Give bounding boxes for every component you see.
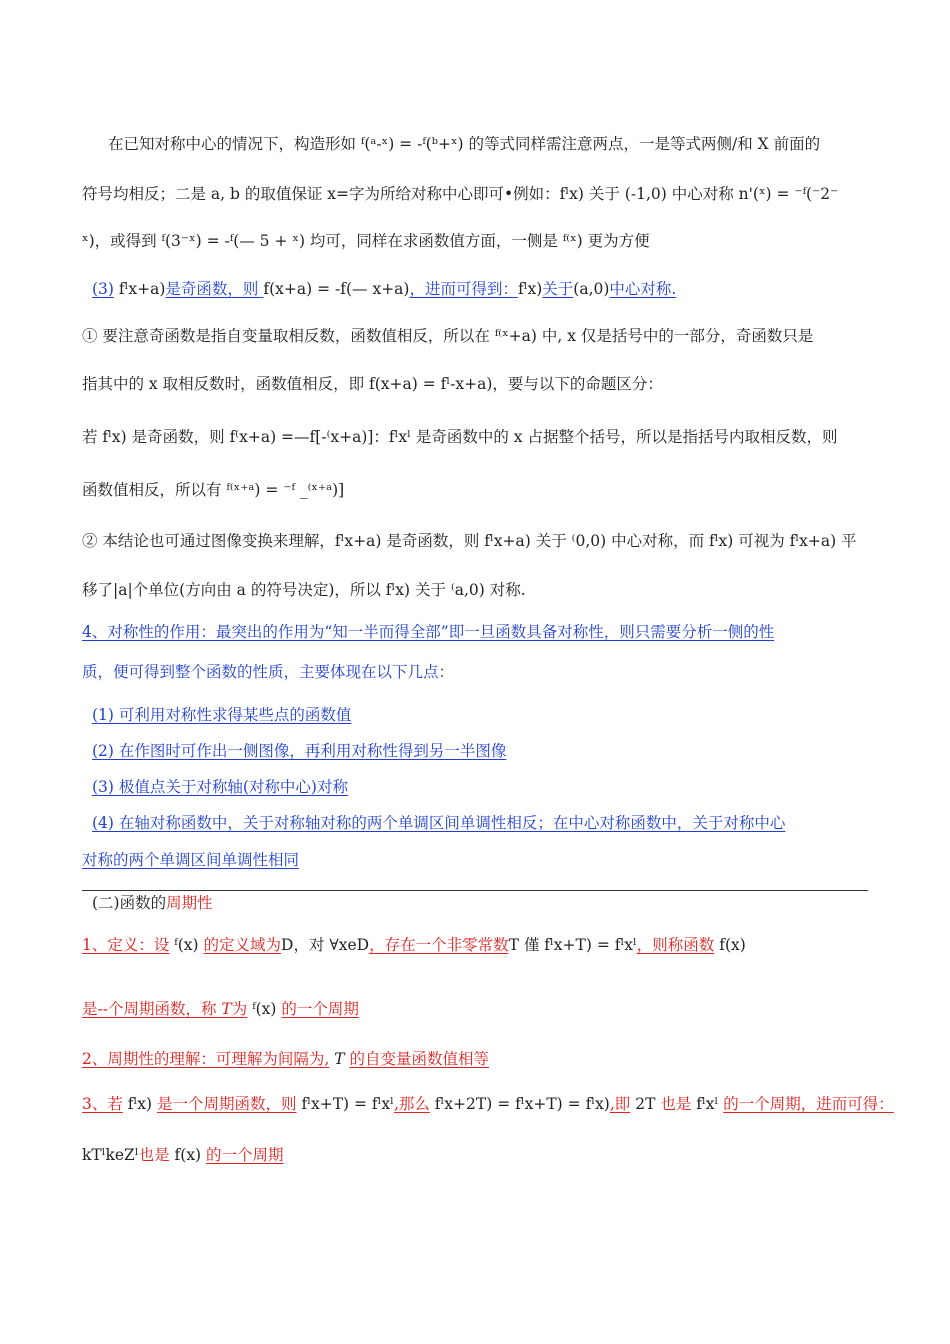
- text-segment: fˡx+T) = fˡxˡ: [296, 1095, 394, 1113]
- text-segment: T 僅 fˡx+T) = fˡxˡ: [508, 936, 637, 954]
- text-segment: (1) 可利用对称性求得某些点的函数值: [92, 706, 352, 724]
- text-segment: 2T: [630, 1095, 661, 1113]
- text-segment: D，对 ∀xeD: [281, 936, 370, 954]
- text-segment: 也是: [138, 1146, 170, 1164]
- text-segment: 符号均相反；二是 a, b 的取值保证 x=字为所给对称中心即可•例如：fˡx) 关于 (-1,0) 中心对称 n'(ˣ) = ⁻ᶠ(⁻2⁻: [82, 185, 839, 203]
- text-segment: 为: [231, 1000, 248, 1018]
- text-segment: 是--个周期函数，称: [82, 1000, 222, 1018]
- text-line-23: [82, 1146, 284, 1165]
- text-segment: 对称的两个单调区间单调性相同: [82, 851, 300, 869]
- text-line-5: [82, 327, 813, 346]
- text-segment: kTˡkeZˡ: [82, 1146, 139, 1164]
- text-segment: 3、若: [82, 1095, 123, 1113]
- text-line-16: [92, 814, 785, 833]
- text-segment: 4、对称性的作用：最突出的作用为“知一半而得全部”即一旦函数具备对称性，则只需要分析一侧的性: [82, 623, 775, 641]
- text-segment: ˣ)，或得到 ᶠ(3⁻ˣ) = -ᶠ(— 5 + ˣ) 均可，同样在求函数值方面，一侧是 ᶠ⁽ˣ) 更为方便: [82, 232, 650, 250]
- text-line-20: [82, 1000, 359, 1019]
- text-line-8: [82, 481, 344, 500]
- text-segment: 是一个周期函数，则: [157, 1095, 297, 1113]
- text-segment: f(x): [714, 936, 746, 954]
- text-segment: ，存在一个非零常数: [369, 936, 509, 954]
- text-line-15: [92, 778, 348, 797]
- text-segment: 质，便可得到整个函数的性质，主要体现在以下几点：: [82, 663, 455, 681]
- text-line-1: [108, 135, 820, 154]
- text-line-3: [82, 232, 650, 251]
- text-line-11: [82, 623, 774, 642]
- text-segment: 若 fˡx) 是奇函数，则 f⁽x+a) =—f[-⁽x+a)]：fˡxˡ 是奇函数中的 x 占据整个括号，所以是指括号内取相反数，则: [82, 428, 838, 446]
- text-segment: T: [329, 1050, 350, 1068]
- text-segment: ᶠ(x): [169, 936, 204, 954]
- text-line-4: [92, 280, 676, 299]
- text-segment: 是奇函数，则: [165, 280, 264, 298]
- text-line-18: [92, 894, 213, 913]
- text-line-6: [82, 375, 663, 394]
- text-segment: fˡx+2T) = fˡx+T) = fˡx): [429, 1095, 610, 1113]
- text-segment: (3) 极值点关于对称轴(对称中心)对称: [92, 778, 348, 796]
- text-segment: ，则称函数: [636, 936, 715, 954]
- text-line-7: [82, 428, 837, 447]
- text-segment: fˡx+a): [113, 280, 166, 298]
- text-segment: (2) 在作图时可作出一侧图像，再利用对称性得到另一半图像: [92, 742, 507, 760]
- text-segment: 中心对称.: [609, 280, 677, 298]
- text-segment: 2、周期性的理解：可理解为间隔为,: [82, 1050, 330, 1068]
- text-line-13: [92, 706, 351, 725]
- text-segment: 的一个周期: [206, 1146, 284, 1164]
- text-segment: (3): [92, 280, 114, 298]
- text-segment: fˡxˡ: [691, 1095, 724, 1113]
- text-segment: 在已知对称中心的情况下，构造形如 ᶠ(ᵃ-ˣ) = -ᶠ(ᵇ+ˣ) 的等式同样需注意两点，一是等式两侧/和 X 前面的: [108, 135, 821, 153]
- text-segment: (a,0): [573, 280, 610, 298]
- text-segment: T: [221, 1000, 232, 1018]
- text-segment: 的定义域为: [203, 936, 282, 954]
- text-line-19: [82, 936, 746, 955]
- text-segment: 的一个周期: [281, 1000, 359, 1018]
- text-line-12: [82, 663, 454, 682]
- text-segment: 周期性: [166, 894, 213, 912]
- text-segment: (4) 在轴对称函数中，关于对称轴对称的两个单调区间单调性相反；在中心对称函数中，关于对称中心: [92, 814, 786, 832]
- text-segment: ,即: [609, 1095, 631, 1113]
- text-segment: 的一个周期，进而可得：: [723, 1095, 894, 1113]
- text-line-14: [92, 742, 506, 761]
- text-segment: fˡx): [517, 280, 543, 298]
- text-segment: ，进而可得到：: [409, 280, 518, 298]
- text-segment: ② 本结论也可通过图像变换来理解，fˡx+a) 是奇函数，则 fˡx+a) 关于 ⁽0,0) 中心对称，而 fˡx) 可视为 fˡx+a) 平: [82, 532, 857, 550]
- section-divider: [82, 890, 868, 891]
- text-line-22: [82, 1095, 894, 1114]
- text-segment: 的自变量函数值相等: [349, 1050, 490, 1068]
- text-segment: (二)函数的: [92, 894, 167, 912]
- text-segment: 关于: [542, 280, 574, 298]
- text-segment: 指其中的 x 取相反数时，函数值相反，即 f(x+a) = fˡ-x+a)，要与以下的命题区分：: [82, 375, 663, 393]
- text-line-21: [82, 1050, 489, 1069]
- text-segment: f(x): [169, 1146, 207, 1164]
- text-segment: 移了|a|个单位(方向由 a 的符号决定)，所以 fˡx) 关于 ⁽a,0) 对称.: [82, 581, 526, 599]
- text-segment: f(x+a) = -f(— x+a): [263, 280, 410, 298]
- text-segment: ① 要注意奇函数是指自变量取相反数，函数值相反，所以在 ᶠ⁽ˣ+a) 中, x 仅是括号中的一部分，奇函数只是: [82, 327, 814, 345]
- text-line-9: [82, 532, 857, 551]
- text-segment: 函数值相反，所以有 ᶠ⁽ˣ⁺ᵃ) = ⁻ᶠ _⁽ˣ⁺ᵃ)]: [82, 481, 345, 499]
- text-line-17: [82, 851, 299, 870]
- text-segment: ᶠ(x): [247, 1000, 282, 1018]
- text-line-10: [82, 581, 526, 600]
- text-segment: fˡx): [122, 1095, 158, 1113]
- text-line-2: [82, 185, 838, 204]
- text-segment: 也是: [660, 1095, 692, 1113]
- text-segment: 1、定义：设: [82, 936, 170, 954]
- text-segment: ,那么: [393, 1095, 430, 1113]
